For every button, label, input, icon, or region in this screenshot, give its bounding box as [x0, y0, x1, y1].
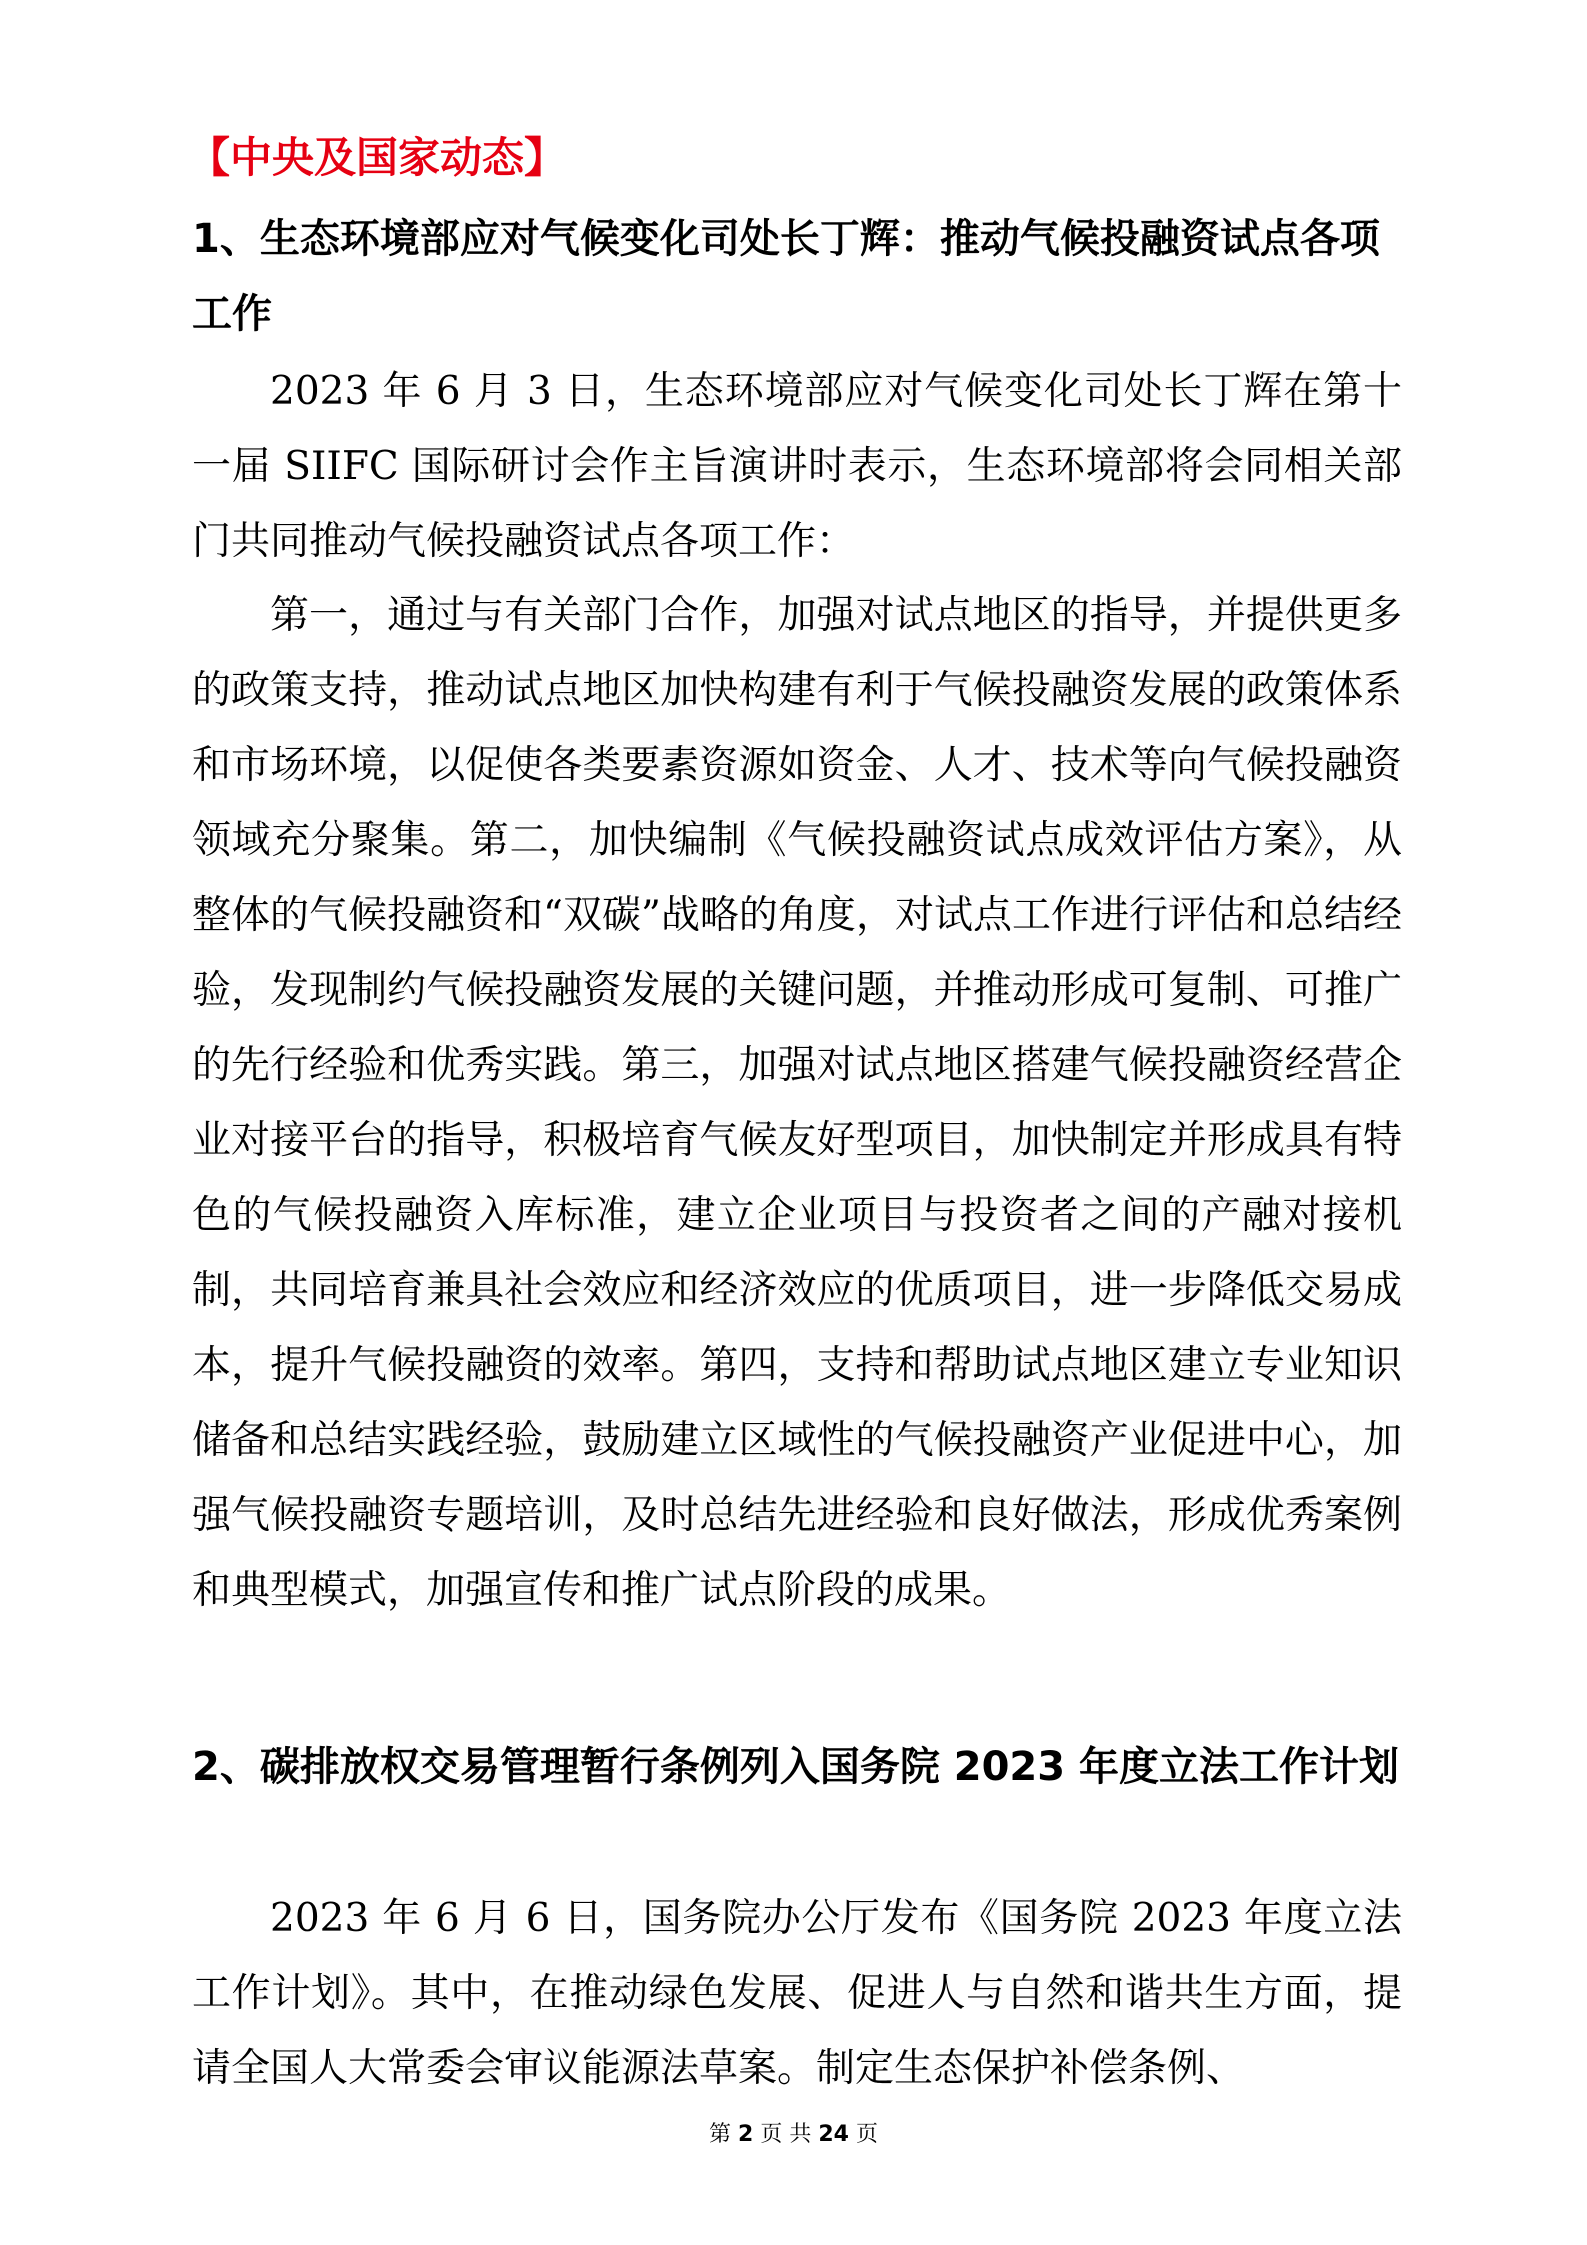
footer-total-pages: 24: [818, 2122, 849, 2147]
article-2-paragraph-1: 2023 年 6 月 6 日，国务院办公厅发布《国务院 2023 年度立法工作计划》。其中，在推动绿色发展、促进人与自然和谐共生方面，提请全国人大常委会审议能源法草案。制定生态保护补偿条例、: [192, 1896, 1402, 2091]
footer-current-page: 2: [738, 2122, 754, 2147]
article-1-paragraph-2: 第一，通过与有关部门合作，加强对试点地区的指导，并提供更多的政策支持，推动试点地区加快构建有利于气候投融资发展的政策体系和市场环境，以促使各类要素资源如资金、人才、技术等向气候投融资领域充分聚集。第二，加快编制《气候投融资试点成效评估方案》，从整体的气候投融资和“双碳”战略的角度，对试点工作进行评估和总结经验，发现制约气候投融资发展的关键问题，并推动形成可复制、可推广的先行经验和优秀实践。第三，加强对试点地区搭建气候投融资经营企业对接平台的指导，积极培育气候友好型项目，加快制定并形成具有特色的气候投融资入库标准，建立企业项目与投资者之间的产融对接机制，共同培育兼具社会效应和经济效应的优质项目，进一步降低交易成本，提升气候投融资的效率。第四，支持和帮助试点地区建立专业知识储备和总结实践经验，鼓励建立区域性的气候投融资产业促进中心，加强气候投融资专题培训，及时总结先进经验和良好做法，形成优秀案例和典型模式，加强宣传和推广试点阶段的成果。: [192, 593, 1402, 1613]
footer-prefix: 第: [709, 2122, 732, 2147]
page-footer: [0, 2120, 1587, 2150]
section-tag: 【中央及国家动态】: [188, 133, 567, 182]
footer-suffix: 页: [855, 2122, 878, 2147]
footer-middle: 页 共: [760, 2122, 812, 2147]
article-heading-2: 2、碳排放权交易管理暂行条例列入国务院 2023 年度立法工作计划: [192, 1744, 1400, 1790]
article-heading-1: 1、生态环境部应对气候变化司处长丁辉：推动气候投融资试点各项工作: [192, 216, 1380, 337]
article-1-paragraph-1: 2023 年 6 月 3 日，生态环境部应对气候变化司处长丁辉在第十一届 SIIFC 国际研讨会作主旨演讲时表示，生态环境部将会同相关部门共同推动气候投融资试点各项工作：: [192, 369, 1402, 564]
